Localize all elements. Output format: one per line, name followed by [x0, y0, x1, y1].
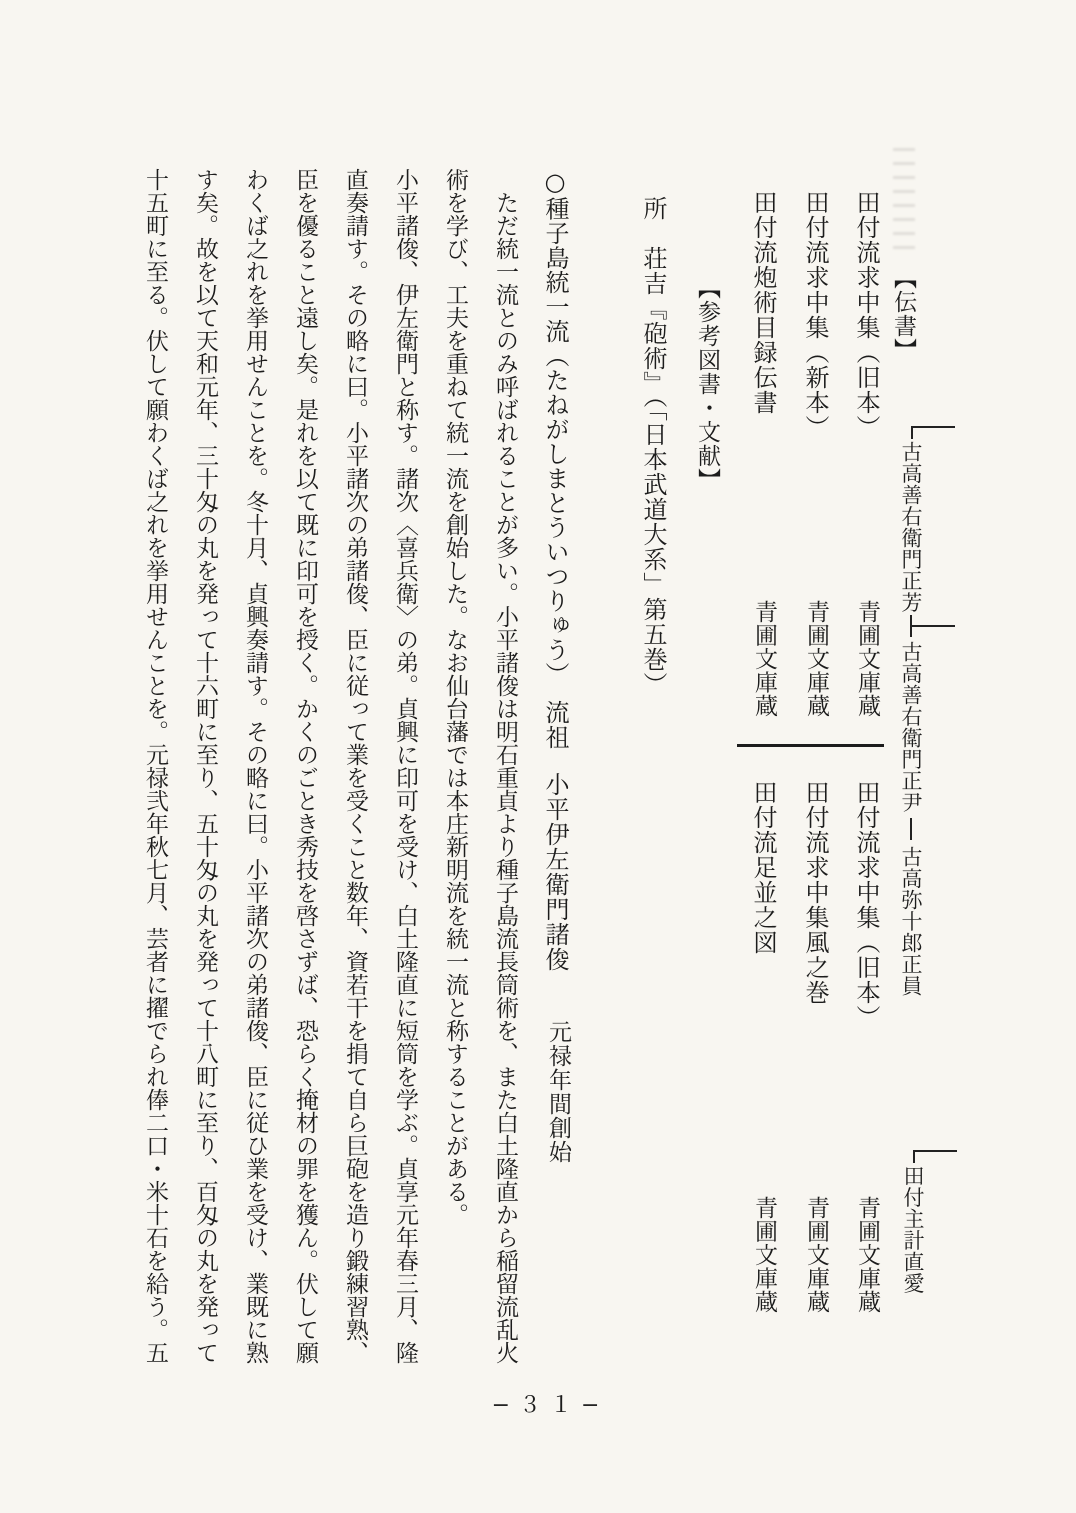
scan-artifact — [893, 148, 915, 258]
doc-title: 田付流求中集風之巻 — [801, 780, 829, 1005]
lineage-name: 古高善右衛門正尹 — [899, 641, 923, 813]
lineage-name: 古高弥十郎正員 — [899, 846, 923, 997]
reference-entry: 所 荘吉『砲術』（「日本武道大系」第五巻） — [639, 196, 667, 697]
page-number: −３１− — [491, 1393, 609, 1418]
lineage-connector-corner-bottom-tick — [913, 1150, 915, 1163]
doc-title: 田付流足並之図 — [749, 780, 777, 955]
doc-title: 田付流求中集（旧本） — [852, 780, 880, 1030]
body-line: す矣。故を以て天和元年、三十匁の丸を発って十六町に至り、五十匁の丸を発って十八町に至り、百匁の丸を発って — [192, 168, 218, 1364]
references-section-label: 【参考図書・文献】 — [694, 276, 720, 492]
body-line: 十五町に至る。伏して願わくば之れを挙用せんことを。元禄弐年秋七月、芸者に擢でられ俸二口・米十石を給う。五 — [142, 168, 168, 1364]
doc-holding: 青圃文庫蔵 — [751, 600, 777, 718]
doc-holding: 青圃文庫蔵 — [854, 600, 880, 718]
body-line: 術を学び、工夫を重ねて統一流を創始した。なお仙台藩では本庄新明流を統一流と称することがある。 — [442, 168, 468, 1226]
body-line: ただ統一流とのみ呼ばれることが多い。小平諸俊は明石重貞より種子島流長筒術を、また白土隆直から稲留流乱火 — [492, 168, 518, 1364]
body-line: 小平諸俊、伊左衛門と称す。諸次〈喜兵衛〉の弟。貞興に印可を受け、白土隆直に短筒を学ぶ。貞享元年春三月、隆 — [392, 168, 418, 1364]
lineage-connector-tee — [912, 625, 955, 627]
doc-title: 田付流求中集（旧本） — [852, 190, 880, 440]
lineage-connector-corner-top-tick — [911, 426, 913, 439]
doc-holding: 青圃文庫蔵 — [803, 1196, 829, 1314]
lineage-name: 田付主計直愛 — [901, 1165, 925, 1294]
doc-title: 田付流求中集（新本） — [801, 190, 829, 440]
founder-name: 小平伊左衛門諸俊 — [541, 772, 569, 972]
divider-rule — [737, 744, 884, 747]
lineage-connector-corner-bottom — [913, 1150, 957, 1152]
doc-title: 田付流炮術目録伝書 — [749, 190, 777, 415]
school-heading: ○種子島統一流（たねがしまとういつりゅう） — [541, 168, 569, 687]
lineage-connector-dash — [910, 818, 912, 840]
doc-holding: 青圃文庫蔵 — [751, 1196, 777, 1314]
doc-holding: 青圃文庫蔵 — [803, 600, 829, 718]
lineage-tree — [886, 422, 958, 1322]
lineage-connector-corner-top — [911, 426, 955, 428]
doc-holding: 青圃文庫蔵 — [854, 1196, 880, 1314]
densho-section-label: 【伝書】 — [890, 266, 916, 362]
body-line: わくば之れを挙用せんことを。冬十月、貞興奏請す。その略に曰。小平諸次の弟諸俊、臣に従ひ業を受け、業既に熟 — [242, 168, 268, 1364]
lineage-name: 古高善右衛門正芳 — [899, 441, 923, 613]
founding-period: 元禄年間創始 — [545, 1020, 571, 1164]
founder-label: 流祖 — [541, 700, 569, 750]
body-line: 臣を優ること遠し矣。是れを以て既に印可を授く。かくのごとき秀技を啓さずば、恐らく掩材の罪を獲ん。伏して願 — [292, 168, 318, 1364]
body-line: 直奏請す。その略に曰。小平諸次の弟諸俊、臣に従って業を受くこと数年、資若干を捐て自ら巨砲を造り鍛練習熟、 — [342, 168, 368, 1364]
